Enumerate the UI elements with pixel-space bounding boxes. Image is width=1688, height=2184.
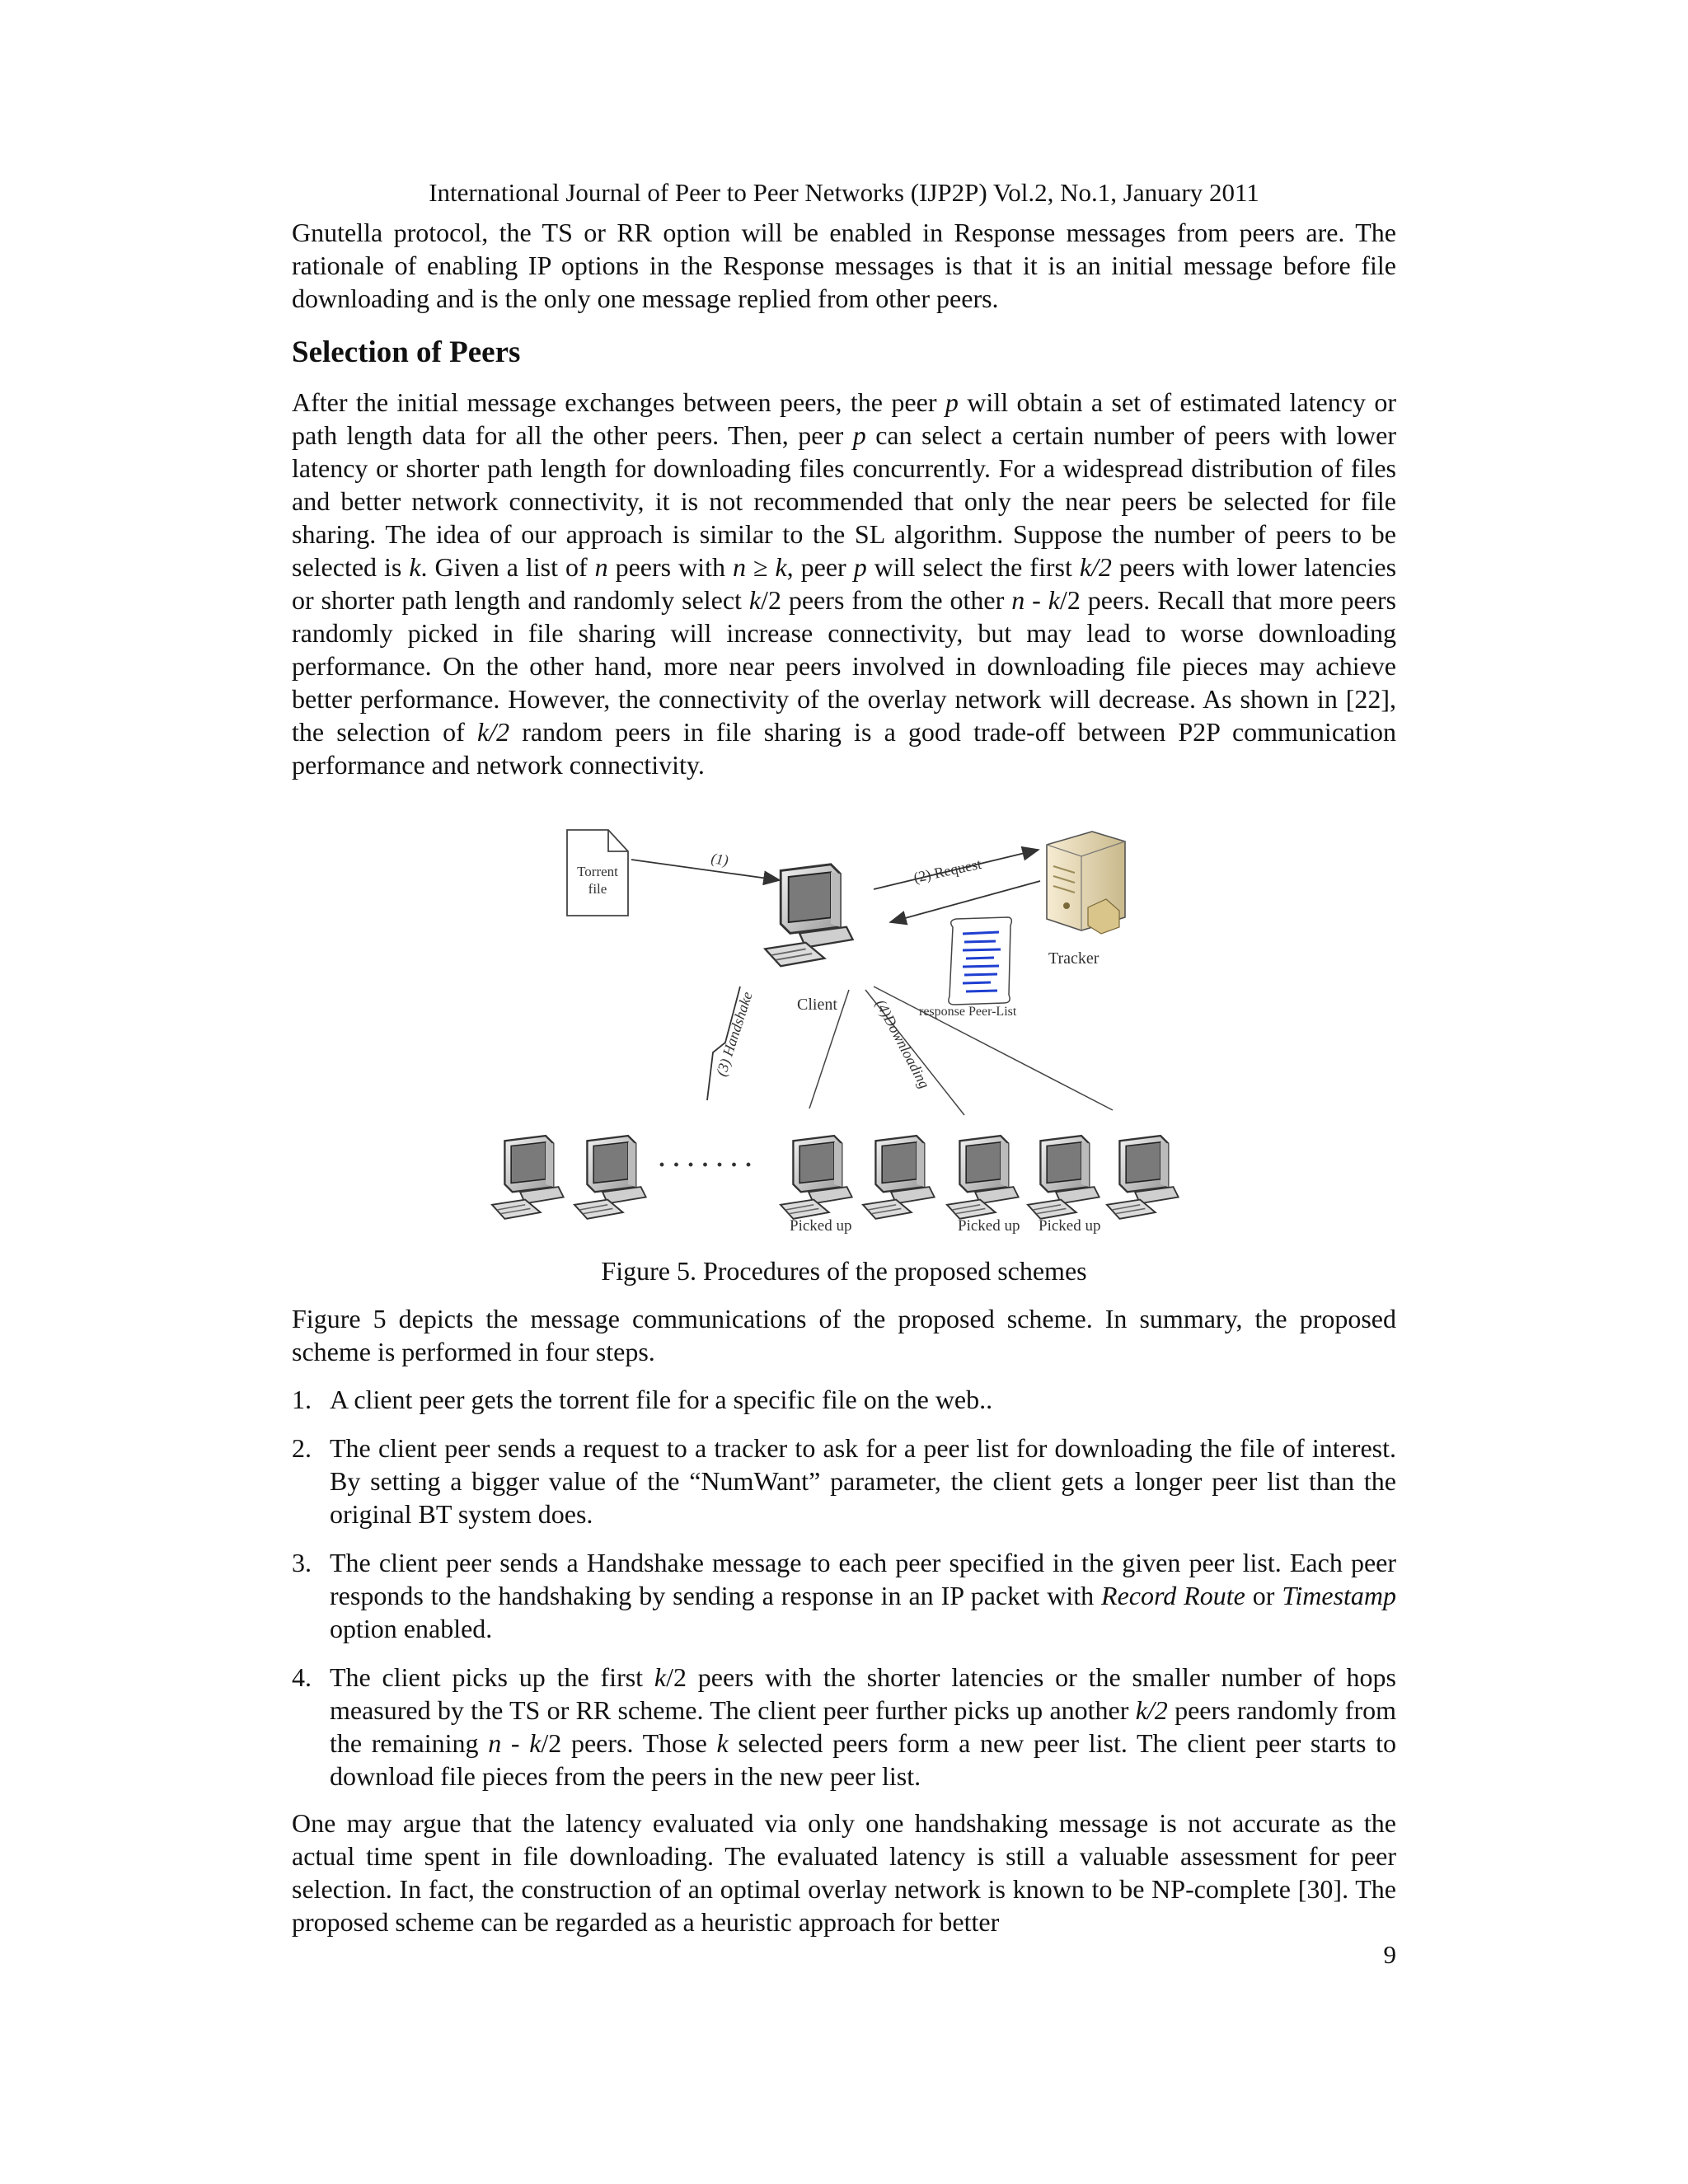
steps-list	[292, 1383, 1396, 1808]
selection-text: After the initial message exchanges between peers, the peer p will obtain a set of estimated latency or path length data for all the other peers. Then, peer p can select a certain number of peers with lower latency or shorter path length for downloading files concurrently. For a widespread distribution of files and better network connectivity, it is not recommended that only the near peers be selected for file sharing. The idea of our approach is similar to the SL algorithm. Suppose the number of peers to be selected is k. Given a list of n peers with n ≥ k, peer p will select the first k/2 peers with lower latencies or shorter path length and randomly select k/2 peers from the other n - k/2 peers. Recall that more peers randomly picked in file sharing will increase connectivity, but may lead to worse downloading performance. On the other hand, more near peers involved in downloading file pieces may achieve better performance. However, the connectivity of the overlay network will decrease. As shown in [22], the selection of k/2 random peers in file sharing is a good trade-off between P2P communication performance and network connectivity.	[292, 387, 1397, 780]
arrow-2-label: (2) Request	[912, 855, 983, 886]
picked-up-label-1: Picked up	[790, 1217, 852, 1235]
journal-header: International Journal of Peer to Peer Networks (IJP2P) Vol.2, No.1, January 2011	[429, 178, 1259, 207]
step-item: 4. The client picks up the first k/2 peers with the shorter latencies or the smaller number of hops measured by the TS or RR scheme. The client peer further picks up another k/2 peers randomly from the remaining n - k/2 peers. Those k selected peers form a new peer list. The client peer starts to download file pieces from the peers in the new peer list.	[292, 1662, 1397, 1791]
step-item: 1. A client peer gets the torrent file for a specific file on the web..	[292, 1385, 993, 1414]
final-paragraph	[292, 1807, 1396, 1938]
final-text: One may argue that the latency evaluated via only one handshaking message is not accurate as the actual time spent in file downloading. The evaluated latency is still a valuable assessment for peer selection. In fact, the construction of an optimal overlay network is known to be NP-complete [30]. The proposed scheme can be regarded as a heuristic approach for better	[292, 1808, 1396, 1937]
peer-computer-3	[863, 1136, 935, 1219]
figure-5-diagram	[486, 820, 1203, 1240]
intro-paragraph	[292, 216, 1396, 315]
summary-paragraph	[292, 1302, 1396, 1368]
response-arrow	[890, 881, 1040, 922]
step-item: 3. The client peer sends a Handshake message to each peer specified in the given peer list. Each peer responds to the handshaking by sending a response in an IP packet with Record Route or Timestamp option enabled.	[292, 1548, 1397, 1643]
summary-text: Figure 5 depicts the message communications of the proposed scheme. In summary, the proposed scheme is performed in four steps.	[292, 1304, 1396, 1366]
handshake-label: (3) Handshake	[712, 989, 756, 1079]
peer-computer-picked-3	[1028, 1136, 1100, 1219]
arrow-1	[631, 860, 780, 880]
client-label: Client	[797, 996, 837, 1014]
peer-computer-4	[1107, 1136, 1179, 1219]
picked-up-label-3: Picked up	[1039, 1217, 1101, 1235]
peer-list-document-icon	[949, 917, 1011, 1005]
peer-dots: · · · · · · ·	[658, 1151, 753, 1179]
peer-computer-1	[492, 1136, 564, 1219]
peer-computer-picked-2	[947, 1136, 1019, 1219]
torrent-label-2: file	[588, 881, 607, 897]
page-number: 9	[1383, 1940, 1396, 1969]
response-label: response Peer-List	[919, 1005, 1017, 1019]
tracker-label: Tracker	[1048, 949, 1100, 968]
downloading-label: (4)Downloading	[872, 996, 933, 1091]
torrent-file-icon	[567, 830, 628, 916]
selection-paragraph	[292, 386, 1396, 781]
intro-text: Gnutella protocol, the TS or RR option will be enabled in Response messages from peers are. The rationale of enabling IP options in the Response messages is that it is an initial message before file downloading and is the only one message replied from other peers.	[292, 218, 1396, 313]
figure-caption: Figure 5. Procedures of the proposed schemes	[601, 1256, 1087, 1286]
tracker-server-icon	[1047, 832, 1125, 934]
peer-computer-2	[574, 1136, 646, 1219]
torrent-label-1: Torrent	[577, 864, 618, 879]
peer-computer-picked-1	[781, 1136, 852, 1219]
arrow-1-label: (1)	[710, 850, 730, 869]
section-heading: Selection of Peers	[292, 335, 521, 369]
picked-up-label-2: Picked up	[958, 1217, 1020, 1235]
step-item: 2. The client peer sends a request to a tracker to ask for a peer list for downloading the file of interest. By setting a bigger value of the “NumWant” parameter, the client gets a longer peer list than the original BT system does.	[292, 1433, 1396, 1529]
